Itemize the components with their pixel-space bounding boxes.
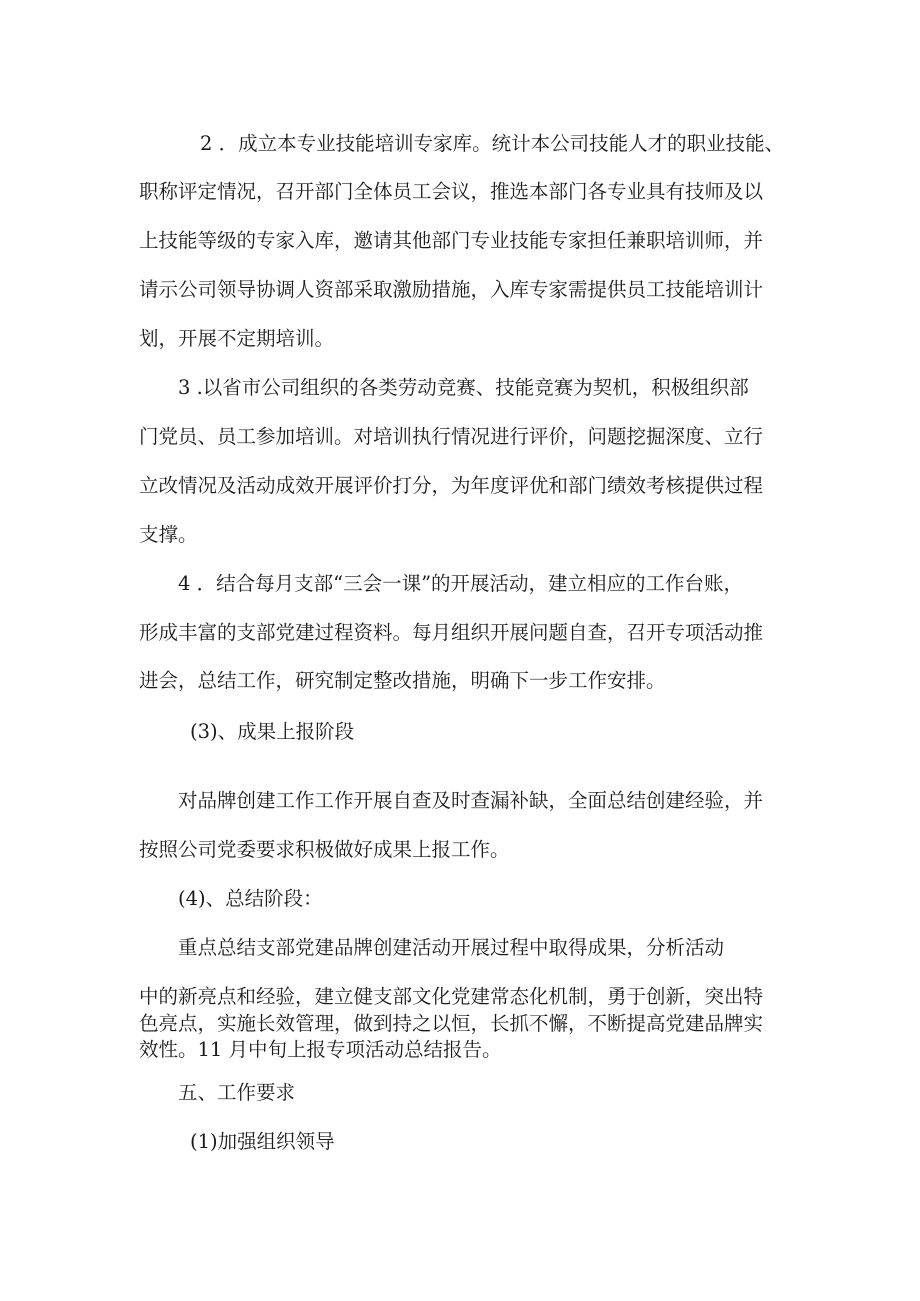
item3-line-1: 3 .以省市公司组织的各类劳动竞赛、技能竞赛为契机，积极组织部 <box>178 376 749 399</box>
stage3-heading: (3)、成果上报阶段 <box>190 720 355 743</box>
item2-line-4: 请示公司领导协调人资部采取激励措施，入库专家需提供员工技能培训计 <box>139 278 764 301</box>
item2-line-3: 上技能等级的专家入库，邀请其他部门专业技能专家担任兼职培训师，并 <box>139 229 764 252</box>
stage4-line-4: 效性。11 月中旬上报专项活动总结报告。 <box>139 1038 502 1061</box>
stage3-line-1: 对品牌创建工作工作开展自查及时查漏补缺，全面总结创建经验，并 <box>178 789 764 812</box>
stage4-line-2: 中的新亮点和经验，建立健支部文化党建常态化机制，勇于创新，突出特 <box>139 985 764 1008</box>
item2-line-5: 划，开展不定期培训。 <box>139 327 335 350</box>
item3-line-2: 门党员、员工参加培训。对培训执行情况进行评价，问题挖掘深度、立行 <box>139 425 764 448</box>
item4-line-2: 形成丰富的支部党建过程资料。每月组织开展问题自查，召开专项活动推 <box>139 621 764 644</box>
item2-line-2: 职称评定情况，召开部门全体员工会议，推选本部门各专业具有技师及以 <box>139 180 764 203</box>
item3-line-4: 支撑。 <box>139 523 198 546</box>
section5-heading: 五、工作要求 <box>178 1081 296 1104</box>
stage4-line-1: 重点总结支部党建品牌创建活动开展过程中取得成果，分析活动 <box>178 936 725 959</box>
stage4-heading: (4)、总结阶段： <box>178 887 323 910</box>
item2-line-1: 2 ．成立本专业技能培训专家库。统计本公司技能人才的职业技能、 <box>200 132 785 155</box>
item3-line-3: 立改情况及活动成效开展评价打分，为年度评优和部门绩效考核提供过程 <box>139 474 764 497</box>
stage4-line-3: 色亮点，实施长效管理，做到持之以恒，长抓不懈，不断提高党建品牌实 <box>139 1012 764 1035</box>
item4-line-1: 4 ．结合每月支部“三会一课”的开展活动，建立相应的工作台账， <box>178 572 744 595</box>
stage3-line-2: 按照公司党委要求积极做好成果上报工作。 <box>139 838 510 861</box>
item4-line-3: 进会，总结工作，研究制定整改措施，明确下一步工作安排。 <box>139 669 666 692</box>
section5-sub1: (1)加强组织领导 <box>190 1130 335 1153</box>
